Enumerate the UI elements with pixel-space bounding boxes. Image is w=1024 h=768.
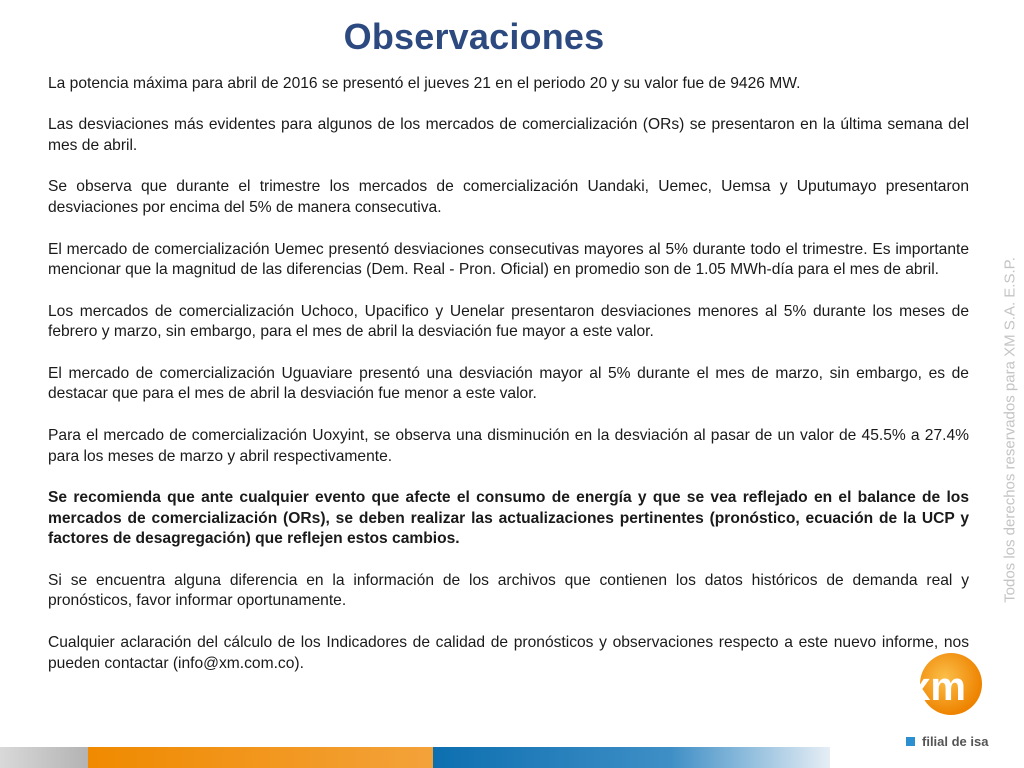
paragraph-consecutive-deviations: Se observa que durante el trimestre los mercados de comercialización Uandaki, Uemec, Uemsa y Uputumayo presentaron desviaciones por encima del 5% de manera consecutiva. [48, 178, 969, 217]
footer-bar-orange-segment [88, 747, 433, 768]
footer-color-bar [0, 747, 830, 768]
paragraph-uoxyint: Para el mercado de comercialización Uoxyint, se observa una disminución en la desviación al pasar de un valor de 45.5% a 27.4% para los meses de marzo y abril respectivamente. [48, 426, 969, 465]
xm-logo-text: xm [908, 665, 966, 709]
tagline-square-icon [906, 737, 915, 746]
paragraph-uchoco-upacifico-uenelar: Los mercados de comercialización Uchoco, Upacifico y Uenelar presentaron desviaciones menores al 5% durante los meses de febrero y marzo, sin embargo, para el mes de abril la desviación fue mayor a este valor. [48, 302, 969, 341]
observations-body [48, 74, 969, 674]
paragraph-information-differences: Si se encuentra alguna diferencia en la información de los archivos que contienen los datos históricos de demanda real y pronósticos, favor informar oportunamente. [48, 571, 969, 610]
paragraph-uguaviare: El mercado de comercialización Uguaviare presentó una desviación mayor al 5% durante el mes de marzo, sin embargo, es de destacar que para el mes de abril la desviación fue menor a este valor. [48, 364, 969, 403]
footer-bar-blue-segment [433, 747, 830, 768]
copyright-watermark: Todos los derechos reservados para XM S.A. E.S.P. [1001, 257, 1019, 603]
footer-bar-gray-segment [0, 747, 88, 768]
paragraph-recommendation: Se recomienda que ante cualquier evento que afecte el consumo de energía y que se vea reflejado en el balance de los mercados de comercialización (ORs), se deben realizar las actualizaciones pertinentes (pronóstico, ecuación de la UCP y factores de desagregación) que reflejen estos cambios. [48, 488, 969, 548]
page-title: Observaciones [343, 16, 605, 57]
xm-logo [893, 650, 993, 730]
tagline-text: filial de isa [922, 733, 989, 749]
xm-tagline [906, 733, 988, 749]
paragraph-max-power: La potencia máxima para abril de 2016 se presentó el jueves 21 en el periodo 20 y su valor fue de 9426 MW. [48, 75, 801, 92]
paragraph-deviations-last-week: Las desviaciones más evidentes para algunos de los mercados de comercialización (ORs) se presentaron en la última semana del mes de abril. [48, 116, 969, 155]
paragraph-contact: Cualquier aclaración del cálculo de los Indicadores de calidad de pronósticos y observaciones respecto a este nuevo informe, nos pueden contactar (info@xm.com.co). [48, 633, 969, 672]
paragraph-uemec: El mercado de comercialización Uemec presentó desviaciones consecutivas mayores al 5% durante todo el trimestre. Es importante mencionar que la magnitud de las diferencias (Dem. Real - Pron. Oficial) en promedio son de 1.05 MWh-día para el mes de abril. [48, 240, 969, 279]
